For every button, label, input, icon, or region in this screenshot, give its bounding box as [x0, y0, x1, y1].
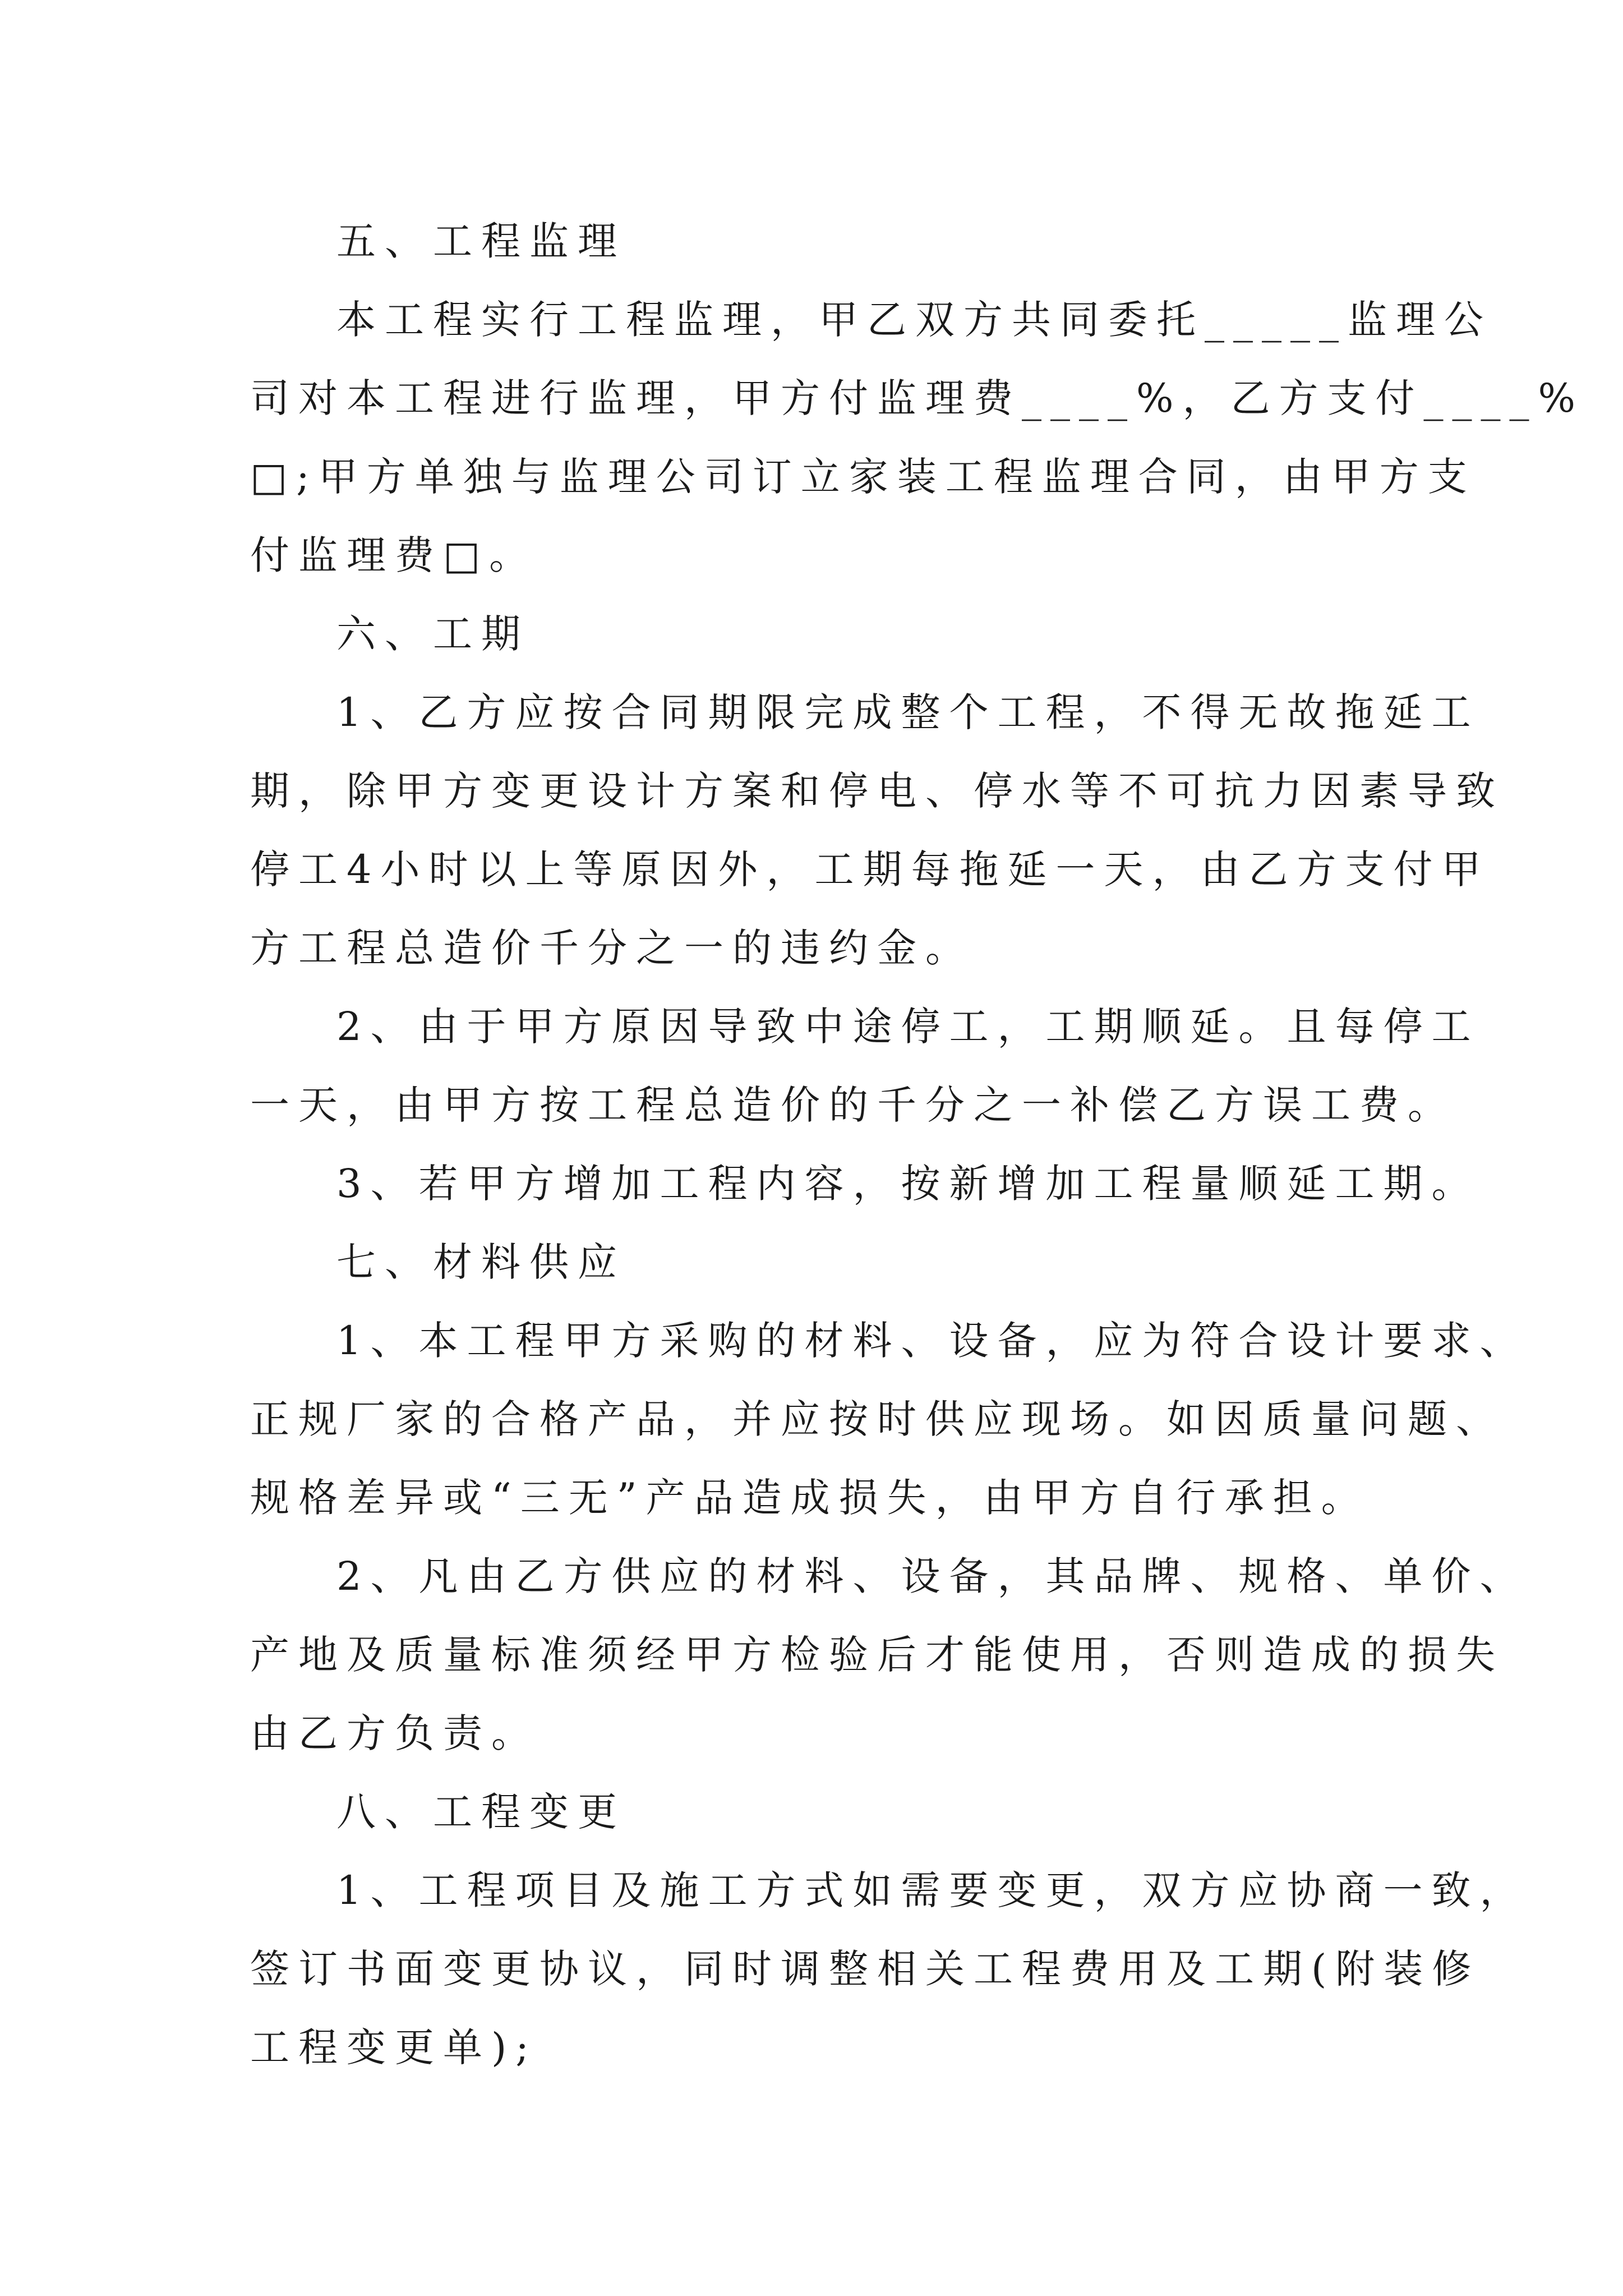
paragraph-line: 2、凡由乙方供应的材料、设备，其品牌、规格、单价、: [336, 1553, 1528, 1599]
section-heading-materials: 七、材料供应: [336, 1239, 626, 1285]
paragraph-line: 停工4小时以上等原因外，工期每拖延一天，由乙方支付甲: [250, 846, 1490, 892]
paragraph-line: 一天，由甲方按工程总造价的千分之一补偿乙方误工费。: [250, 1082, 1456, 1128]
paragraph-line: □;甲方单独与监理公司订立家装工程监理合同，由甲方支: [250, 454, 1476, 500]
paragraph-line: 司对本工程进行监理，甲方付监理费____%，乙方支付____%: [250, 375, 1585, 421]
section-heading-schedule: 六、工期: [336, 611, 529, 657]
paragraph-line: 1、本工程甲方采购的材料、设备，应为符合设计要求、: [336, 1318, 1528, 1364]
paragraph-line: 工程变更单);: [250, 2024, 538, 2070]
paragraph-line: 2、由于甲方原因导致中途停工，工期顺延。且每停工: [336, 1004, 1480, 1050]
paragraph-line: 产地及质量标准须经甲方检验后才能使用，否则造成的损失: [250, 1632, 1504, 1678]
paragraph-line: 付监理费□。: [250, 532, 538, 578]
paragraph-line: 1、乙方应按合同期限完成整个工程，不得无故拖延工: [336, 689, 1480, 735]
paragraph-line: 签订书面变更协议，同时调整相关工程费用及工期(附装修: [250, 1946, 1481, 1992]
paragraph-line: 1、工程项目及施工方式如需要变更，双方应协商一致，: [336, 1867, 1528, 1913]
paragraph-line: 期，除甲方变更设计方案和停电、停水等不可抗力因素导致: [250, 768, 1504, 814]
section-heading-supervision: 五、工程监理: [336, 218, 626, 264]
section-heading-changes: 八、工程变更: [336, 1789, 626, 1835]
paragraph-line: 本工程实行工程监理，甲乙双方共同委托_____监理公: [336, 297, 1492, 343]
paragraph-line: 3、若甲方增加工程内容，按新增加工程量顺延工期。: [336, 1161, 1480, 1207]
paragraph-line: 正规厂家的合格产品，并应按时供应现场。如因质量问题、: [250, 1396, 1504, 1442]
paragraph-line: 方工程总造价千分之一的违约金。: [250, 925, 974, 971]
paragraph-line: 由乙方负责。: [250, 1710, 540, 1756]
paragraph-line: 规格差异或“三无”产品造成损失，由甲方自行承担。: [250, 1475, 1370, 1521]
